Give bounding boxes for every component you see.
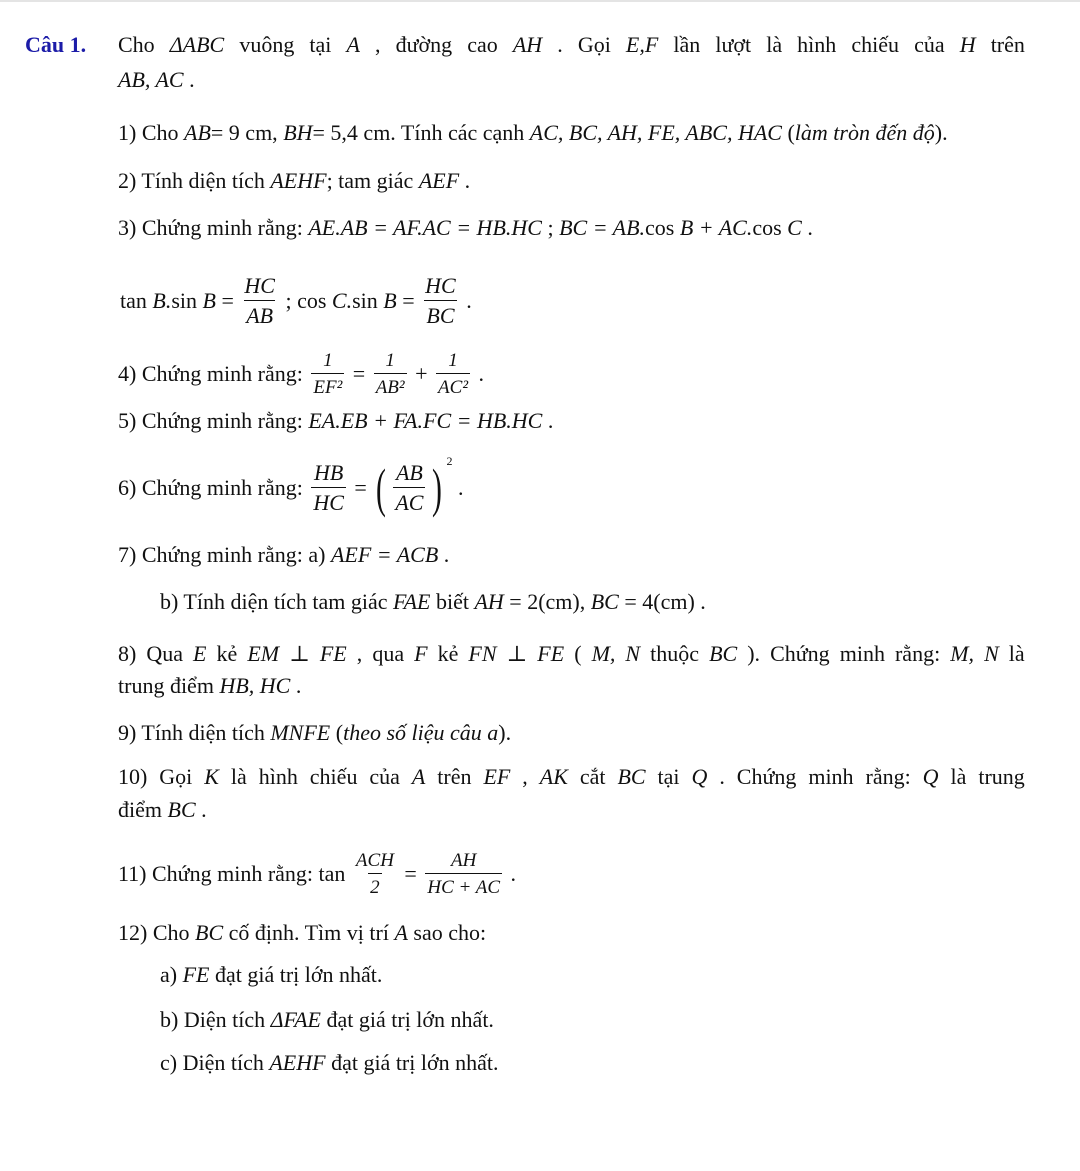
math-expression: H — [959, 32, 976, 57]
math-expression: M, — [950, 641, 975, 666]
math-expression: AB, AC — [118, 67, 184, 92]
math-expression: K — [204, 764, 219, 789]
text: ; — [541, 215, 560, 240]
text: , — [375, 32, 381, 57]
math-expression: EA.EB + FA.FC = HB.HC — [308, 408, 543, 433]
text: ). — [747, 641, 761, 666]
math-expression: AE.AB = AF.AC = HB.HC — [308, 215, 542, 240]
text: 11) Chứng minh rằng: tan — [118, 861, 351, 886]
math-expression: N — [984, 641, 999, 666]
text: của — [914, 32, 945, 57]
fraction — [242, 275, 277, 327]
math-expression: AEF = ACB — [330, 542, 439, 567]
fraction-denominator: EF² — [311, 373, 344, 397]
fraction — [311, 462, 346, 514]
text: rằng: — [865, 764, 911, 789]
math-expression: BC — [709, 641, 738, 666]
math-expression: M, — [591, 641, 616, 666]
question-label: Câu 1. — [25, 32, 87, 57]
math-expression: BC — [167, 797, 196, 822]
item-12 — [118, 919, 486, 947]
math-expression: BH — [283, 120, 313, 145]
text: điểm — [118, 797, 168, 822]
text: = 2(cm), — [503, 589, 591, 614]
math-expression: B — [202, 288, 216, 313]
math-expression: B. — [152, 288, 172, 313]
math-expression: FE — [537, 641, 565, 666]
math-expression: B + AC. — [679, 215, 753, 240]
fraction-numerator: AB — [395, 460, 423, 485]
text: hình — [258, 764, 298, 789]
fraction-denominator: AC² — [436, 373, 470, 397]
right-parenthesis: ) — [432, 458, 443, 518]
text: = — [396, 288, 421, 313]
text: Gọi — [577, 32, 611, 57]
fraction-numerator: 1 — [448, 350, 458, 371]
text: . — [438, 542, 450, 567]
math-expression: N — [625, 641, 641, 666]
text: . — [452, 475, 464, 500]
math-expression: FAE — [392, 589, 431, 614]
fraction-numerator: 1 — [323, 350, 333, 371]
text: = — [215, 288, 240, 313]
math-expression: EF — [483, 764, 511, 789]
text: c) Diện tích — [160, 1050, 270, 1075]
math-expression: C — [787, 215, 802, 240]
text: đạt giá trị lớn nhất. — [209, 962, 383, 987]
math-expression: HB, HC — [219, 673, 291, 698]
text: . — [557, 32, 563, 57]
item-3 — [118, 214, 813, 242]
item-3-formula — [120, 271, 472, 331]
fraction — [354, 851, 396, 897]
text: đạt giá trị lớn nhất. — [325, 1050, 499, 1075]
math-expression: AEHF — [269, 1050, 326, 1075]
math-expression: F — [414, 641, 428, 666]
exponent: 2 — [446, 454, 453, 468]
math-expression: FE — [319, 641, 347, 666]
fraction-denominator: AC — [393, 487, 425, 514]
text: minh — [839, 641, 885, 666]
math-expression: BC — [590, 589, 619, 614]
item-12b — [160, 1006, 494, 1034]
math-expression: làm tròn đến độ — [794, 120, 935, 145]
math-expression: AEHF — [270, 168, 327, 193]
math-expression: A — [346, 32, 360, 57]
math-expression: A — [394, 920, 408, 945]
math-expression: FN — [468, 641, 497, 666]
text: vuông — [239, 32, 295, 57]
item-9 — [118, 719, 511, 747]
text: b) Tính diện tích tam giác — [160, 589, 393, 614]
math-expression: MNFE — [270, 720, 331, 745]
item-10-line-2 — [118, 796, 207, 824]
math-expression: E,F — [625, 32, 659, 57]
fraction-numerator: HC — [244, 273, 275, 298]
item-5 — [118, 407, 553, 435]
item-4 — [118, 346, 484, 402]
item-7b — [160, 588, 706, 616]
text: . — [719, 764, 725, 789]
text: rằng: — [894, 641, 941, 666]
text: đường — [395, 32, 453, 57]
math-expression: Q — [922, 764, 939, 789]
text: qua — [372, 641, 405, 666]
text: = — [348, 475, 373, 500]
text: Gọi — [159, 764, 193, 789]
math-expression: AB — [184, 120, 211, 145]
text: trên — [990, 32, 1025, 57]
text: của — [369, 764, 400, 789]
text: 6) Chứng minh rằng: — [118, 475, 309, 500]
text: sao cho: — [407, 920, 487, 945]
item-10-line-1 — [118, 763, 1025, 791]
math-expression: ΔABC — [169, 32, 225, 57]
text: = 5,4 cm. Tính các cạnh — [312, 120, 530, 145]
fraction-numerator: ACH — [355, 850, 394, 871]
text: . — [460, 288, 472, 313]
text: 5) Chứng minh rằng: — [118, 408, 309, 433]
text: tại — [309, 32, 332, 57]
text: . — [505, 861, 516, 886]
text: 12) Cho — [118, 920, 195, 945]
text: chiếu — [851, 32, 900, 57]
text: ( — [781, 120, 795, 145]
text: . — [473, 361, 485, 386]
text: a) — [160, 962, 183, 987]
fraction-numerator: AH — [451, 850, 477, 871]
fraction-denominator: BC — [424, 300, 456, 327]
math-expression: FE — [182, 962, 210, 987]
text: trung điểm — [118, 673, 220, 698]
text: lượt — [715, 32, 752, 57]
math-expression: Q — [691, 764, 708, 789]
fraction-denominator: HC — [311, 487, 346, 514]
text: . — [542, 408, 554, 433]
text: chiếu — [309, 764, 358, 789]
text: Qua — [146, 641, 184, 666]
text: hình — [797, 32, 837, 57]
text: cao — [467, 32, 498, 57]
math-expression: BC — [195, 920, 224, 945]
text: . — [459, 168, 471, 193]
text: là — [1008, 641, 1025, 666]
item-8-line-2 — [118, 672, 301, 700]
fraction — [423, 275, 458, 327]
text: b) Diện tích — [160, 1007, 271, 1032]
text: tan — [120, 288, 153, 313]
fraction — [425, 851, 502, 897]
math-expression: ⊥ — [289, 641, 310, 666]
math-expression: theo số liệu câu a — [343, 720, 499, 745]
problem-statement-line-2 — [118, 66, 195, 94]
item-8-line-1 — [118, 640, 1025, 668]
fraction-numerator: HB — [313, 460, 344, 485]
text: kẻ — [216, 641, 238, 666]
fraction-denominator: AB² — [374, 373, 407, 397]
text: minh — [808, 764, 854, 789]
text: thuộc — [650, 641, 700, 666]
text: = — [347, 361, 371, 386]
text: . — [801, 215, 813, 240]
text: ; tam giác — [326, 168, 419, 193]
text: 7) Chứng minh rằng: a) — [118, 542, 331, 567]
text: kẻ — [437, 641, 459, 666]
math-expression: B — [383, 288, 397, 313]
text: , — [522, 764, 528, 789]
text: = 4(cm) . — [618, 589, 706, 614]
text: tại — [657, 764, 680, 789]
text: ; cos — [279, 288, 332, 313]
fraction-denominator: AB — [244, 300, 275, 327]
fraction — [311, 351, 344, 397]
text: = — [398, 861, 423, 886]
text: đạt giá trị lớn nhất. — [321, 1007, 494, 1032]
item-6 — [118, 454, 464, 518]
fraction-denominator: HC + AC — [425, 873, 502, 897]
text: . — [183, 67, 195, 92]
text: , — [356, 641, 363, 666]
text: 10) — [118, 764, 148, 789]
text: là — [766, 32, 783, 57]
text: + — [409, 361, 434, 386]
text: là — [950, 764, 967, 789]
left-parenthesis: ( — [376, 458, 387, 518]
text: biết — [430, 589, 475, 614]
item-12c — [160, 1049, 499, 1077]
text: cắt — [579, 764, 606, 789]
math-expression: ΔFAE — [270, 1007, 321, 1032]
math-expression: A — [411, 764, 426, 789]
math-expression: AC, BC, AH, FE, ABC, HAC — [529, 120, 782, 145]
text: là — [230, 764, 247, 789]
text: = 9 cm, — [210, 120, 284, 145]
text: 8) — [118, 641, 137, 666]
math-expression: AH — [512, 32, 543, 57]
text: trung — [978, 764, 1025, 789]
fraction-numerator: 1 — [385, 350, 395, 371]
text: cố định. Tìm vị trí — [223, 920, 395, 945]
fraction — [436, 351, 470, 397]
math-expression: BC = AB. — [559, 215, 646, 240]
text: Chứng — [770, 641, 830, 666]
text: 2) Tính diện tích — [118, 168, 271, 193]
top-divider — [0, 0, 1080, 2]
item-2 — [118, 167, 470, 195]
text: Cho — [118, 32, 155, 57]
text: cos — [752, 215, 788, 240]
math-expression: ⊥ — [506, 641, 528, 666]
item-12a — [160, 961, 382, 989]
math-expression: AH — [474, 589, 504, 614]
math-expression: C. — [331, 288, 353, 313]
text: . — [290, 673, 302, 698]
text: cos — [645, 215, 680, 240]
text: ( — [574, 641, 582, 666]
item-7a — [118, 541, 449, 569]
text: sin — [352, 288, 384, 313]
text: 9) Tính diện tích — [118, 720, 271, 745]
text: ). — [498, 720, 512, 745]
text: ( — [330, 720, 344, 745]
text: Chứng — [736, 764, 797, 789]
text: trên — [437, 764, 472, 789]
parenthesized-fraction — [372, 454, 453, 518]
item-11 — [118, 846, 516, 902]
text: . — [195, 797, 207, 822]
fraction-numerator: HC — [425, 273, 456, 298]
math-expression: AEF — [418, 168, 460, 193]
math-expression: BC — [617, 764, 646, 789]
text: 4) Chứng minh rằng: — [118, 361, 309, 386]
math-expression: EM — [247, 641, 280, 666]
fraction — [393, 462, 425, 514]
item-1 — [118, 119, 948, 147]
math-expression: E — [193, 641, 207, 666]
fraction — [374, 351, 407, 397]
text: 1) Cho — [118, 120, 184, 145]
problem-statement-line-1 — [118, 31, 1025, 59]
fraction-denominator: 2 — [368, 873, 382, 897]
text: ). — [934, 120, 948, 145]
text: sin — [171, 288, 203, 313]
text: 3) Chứng minh rằng: — [118, 215, 309, 240]
text: lần — [673, 32, 701, 57]
math-expression: AK — [539, 764, 568, 789]
